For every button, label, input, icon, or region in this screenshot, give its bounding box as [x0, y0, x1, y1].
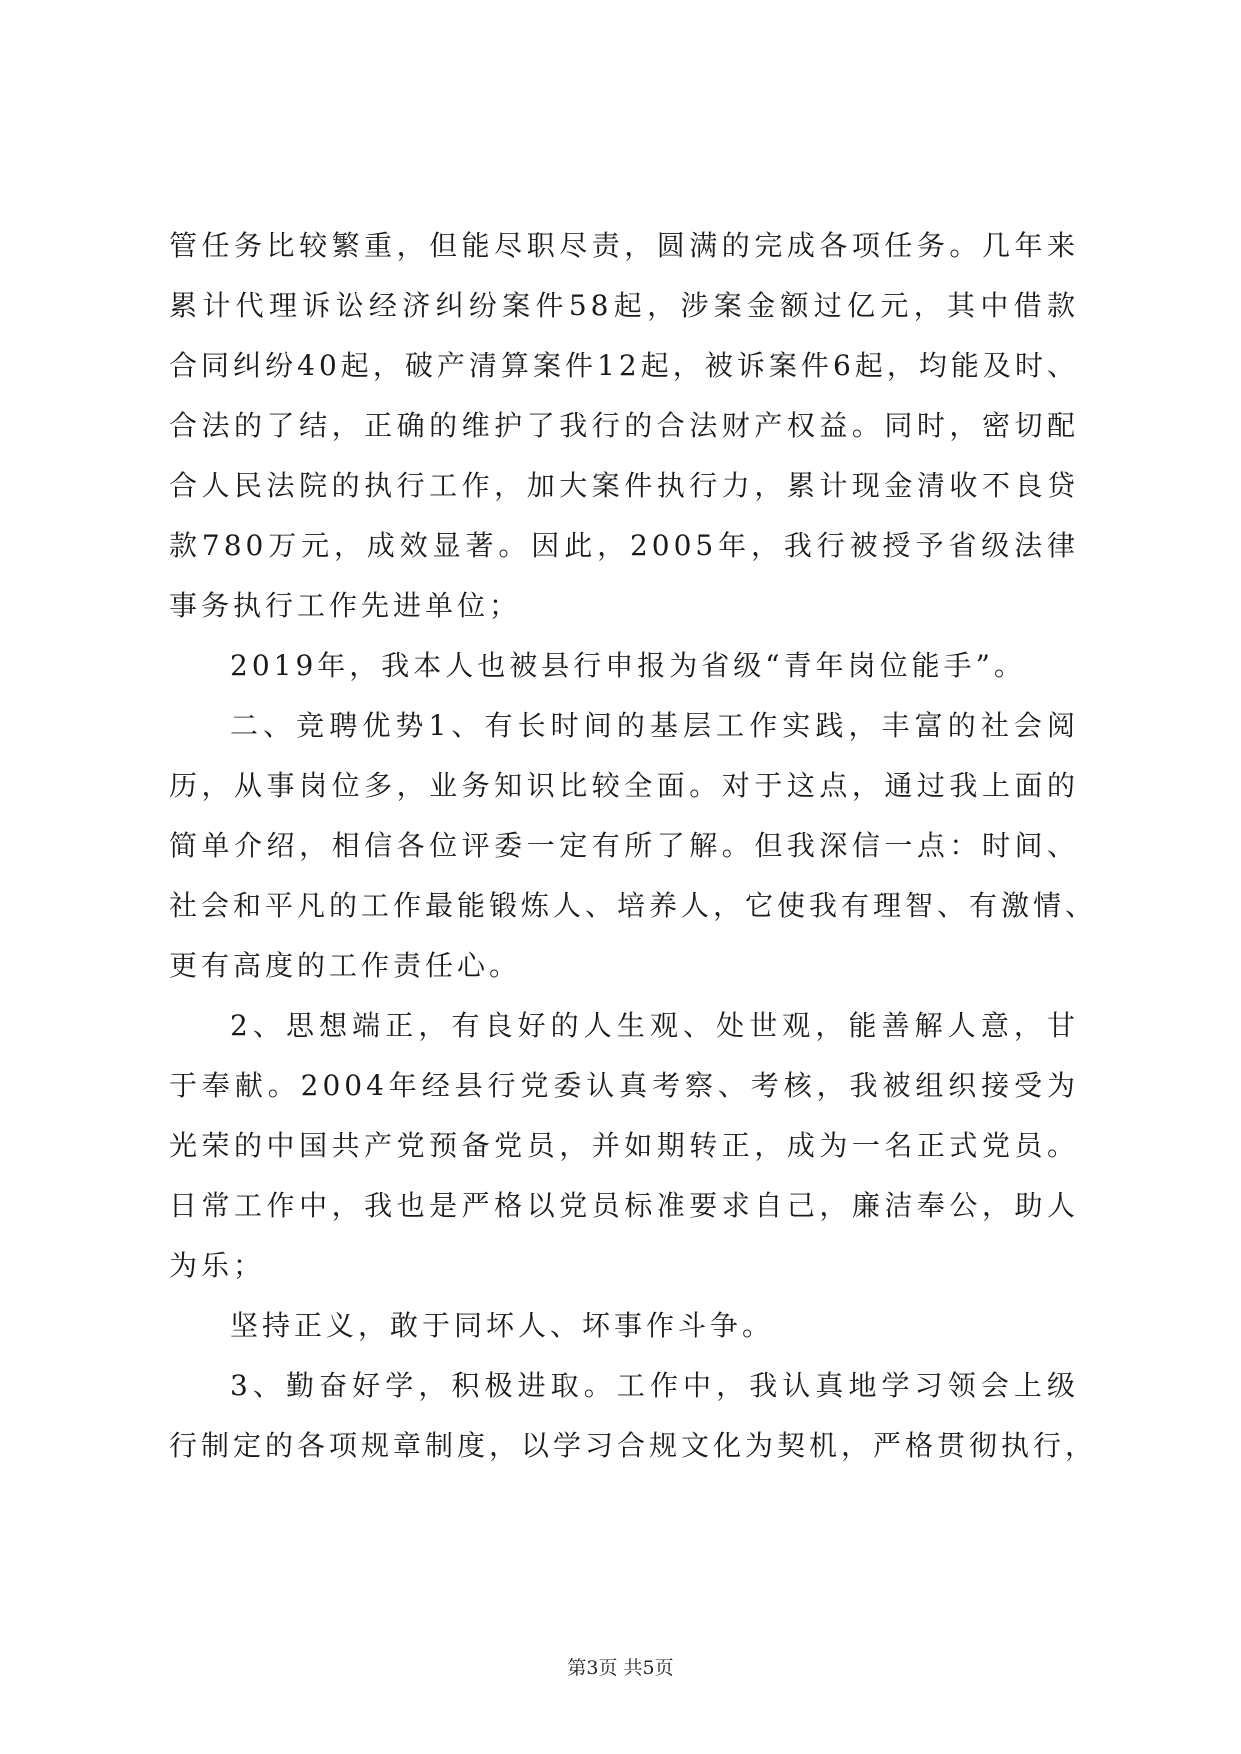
text-line: 坚持正义，敢于同坏人、坏事作斗争。 — [230, 1309, 775, 1342]
text-line: 累计代理诉讼经济纠纷案件58起，涉案金额过亿元，其中借款 — [169, 289, 1079, 322]
text-line: 于奉献。2004年经县行党委认真考察、考核，我被组织接受为 — [169, 1069, 1079, 1102]
text-line: 款780万元，成效显著。因此，2005年，我行被授予省级法律 — [169, 529, 1079, 562]
text-line: 历，从事岗位多，业务知识比较全面。对于这点，通过我上面的 — [169, 769, 1079, 802]
text-line: 光荣的中国共产党预备党员，并如期转正，成为一名正式党员。 — [169, 1129, 1079, 1162]
text-line: 日常工作中，我也是严格以党员标准要求自己，廉洁奉公，助人 — [169, 1189, 1079, 1222]
text-line: 事务执行工作先进单位； — [169, 589, 522, 622]
text-line: 合人民法院的执行工作，加大案件执行力，累计现金清收不良贷 — [169, 469, 1079, 502]
text-line: 更有高度的工作责任心。 — [169, 949, 522, 982]
text-line: 合同纠纷40起，破产清算案件12起，被诉案件6起，均能及时、 — [169, 349, 1079, 382]
text-line: 2、思想端正，有良好的人生观、处世观，能善解人意，甘 — [230, 1009, 1079, 1042]
text-line: 3、勤奋好学，积极进取。工作中，我认真地学习领会上级 — [230, 1369, 1079, 1402]
text-line: 为乐； — [169, 1249, 266, 1282]
text-line: 二、竞聘优势1、有长时间的基层工作实践，丰富的社会阅 — [230, 709, 1079, 742]
text-line: 管任务比较繁重，但能尽职尽责，圆满的完成各项任务。几年来 — [169, 229, 1079, 262]
text-line: 社会和平凡的工作最能锻炼人、培养人，它使我有理智、有激情、 — [169, 889, 1098, 922]
text-line: 2019年，我本人也被县行申报为省级“青年岗位能手”。 — [230, 649, 1026, 682]
text-line: 简单介绍，相信各位评委一定有所了解。但我深信一点：时间、 — [169, 829, 1079, 862]
text-line: 合法的了结，正确的维护了我行的合法财产权益。同时，密切配 — [169, 409, 1079, 442]
text-line: 行制定的各项规章制度，以学习合规文化为契机，严格贯彻执行， — [169, 1429, 1098, 1462]
page-number-footer: 第3页 共5页 — [567, 1657, 674, 1679]
